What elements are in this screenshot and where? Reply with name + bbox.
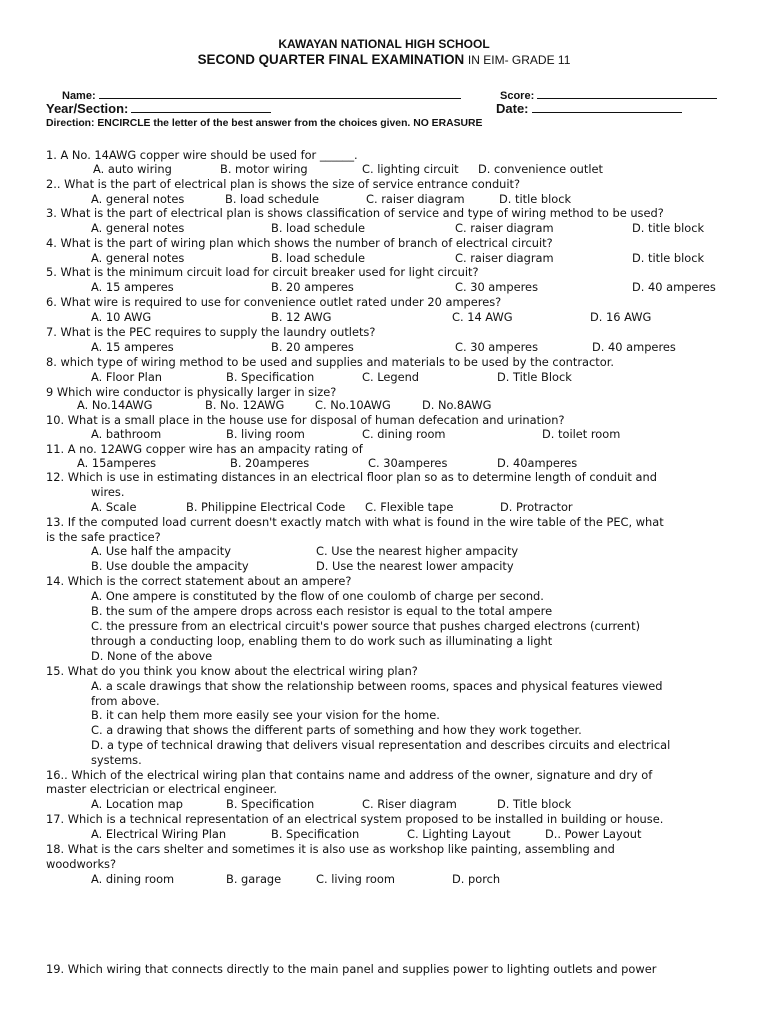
q2-choice-a[interactable]: A. general notes bbox=[91, 192, 185, 206]
q13-choice-b[interactable]: B. Use double the ampacity bbox=[91, 559, 249, 573]
exam-title bbox=[0, 53, 768, 67]
q9-choice-d[interactable]: D. No.8AWG bbox=[422, 398, 492, 412]
q8-choice-b[interactable]: B. Specification bbox=[226, 370, 315, 384]
score-label: Score: bbox=[500, 90, 535, 102]
q16-stem: 16.. Which of the electrical wiring plan that contains name and address of the owner, signature and dry of bbox=[46, 768, 653, 782]
q16-choice-b[interactable]: B. Specification bbox=[226, 797, 315, 811]
q4-choice-c[interactable]: C. raiser diagram bbox=[455, 251, 554, 265]
q1-choice-c[interactable]: C. lighting circuit bbox=[362, 162, 459, 176]
q6-choice-b[interactable]: B. 12 AWG bbox=[271, 310, 332, 324]
q16-choice-c[interactable]: C. Riser diagram bbox=[362, 797, 457, 811]
q3-stem: 3. What is the part of electrical plan is shows classification of service and type of wiring method to be used? bbox=[46, 206, 664, 220]
date-field bbox=[496, 101, 682, 116]
q13-stem: 13. If the computed load current doesn't exactly match with what is found in the wire table of the PEC, what bbox=[46, 515, 664, 529]
exam-title-main: SECOND QUARTER FINAL EXAMINATION bbox=[197, 52, 465, 67]
direction-text: Direction: ENCIRCLE the letter of the best answer from the choices given. NO ERASURE bbox=[46, 118, 483, 129]
q7-choice-b[interactable]: B. 20 amperes bbox=[271, 340, 354, 354]
q5-choice-b[interactable]: B. 20 amperes bbox=[271, 280, 354, 294]
q12-stem: 12. Which is use in estimating distances in an electrical floor plan so as to determine length of conduit and bbox=[46, 470, 657, 484]
q5-choice-a[interactable]: A. 15 amperes bbox=[91, 280, 174, 294]
q2-choice-c[interactable]: C. raiser diagram bbox=[366, 192, 465, 206]
q3-choice-a[interactable]: A. general notes bbox=[91, 221, 185, 235]
q18-choice-a[interactable]: A. dining room bbox=[91, 872, 175, 886]
q2-choice-d[interactable]: D. title block bbox=[499, 192, 572, 206]
q14-choice-a[interactable]: A. One ampere is constituted by the flow of one coulomb of charge per second. bbox=[91, 589, 544, 603]
q14-choice-b[interactable]: B. the sum of the ampere drops across each resistor is equal to the total ampere bbox=[91, 604, 553, 618]
q1-choice-b[interactable]: B. motor wiring bbox=[220, 162, 308, 176]
q15-choice-c[interactable]: C. a drawing that shows the different parts of something and how they work together. bbox=[91, 723, 582, 737]
q4-stem: 4. What is the part of wiring plan which shows the number of branch of electrical circuit? bbox=[46, 236, 553, 250]
q17-choice-b[interactable]: B. Specification bbox=[271, 827, 360, 841]
q18-choice-d[interactable]: D. porch bbox=[452, 872, 501, 886]
q17-stem: 17. Which is a technical representation of an electrical system proposed to be installed in building or house. bbox=[46, 812, 664, 826]
q11-choice-d[interactable]: D. 40amperes bbox=[497, 456, 578, 470]
q15-stem: 15. What do you think you know about the electrical wiring plan? bbox=[46, 664, 418, 678]
q5-choice-c[interactable]: C. 30 amperes bbox=[455, 280, 538, 294]
q18-choice-b[interactable]: B. garage bbox=[226, 872, 282, 886]
q7-choice-d[interactable]: D. 40 amperes bbox=[592, 340, 676, 354]
q12-stem-continued: wires. bbox=[91, 485, 125, 499]
q2-choice-b[interactable]: B. load schedule bbox=[225, 192, 320, 206]
q6-stem: 6. What wire is required to use for convenience outlet rated under 20 amperes? bbox=[46, 295, 502, 309]
q17-choice-d[interactable]: D.. Power Layout bbox=[545, 827, 642, 841]
q8-choice-d[interactable]: D. Title Block bbox=[497, 370, 572, 384]
q11-choice-a[interactable]: A. 15amperes bbox=[77, 456, 157, 470]
q18-choice-c[interactable]: C. living room bbox=[316, 872, 395, 886]
q12-choice-b[interactable]: B. Philippine Electrical Code bbox=[186, 500, 346, 514]
q6-choice-a[interactable]: A. 10 AWG bbox=[91, 310, 152, 324]
q6-choice-c[interactable]: C. 14 AWG bbox=[452, 310, 513, 324]
q7-choice-c[interactable]: C. 30 amperes bbox=[455, 340, 538, 354]
q3-choice-d[interactable]: D. title block bbox=[632, 221, 705, 235]
q8-stem: 8. which type of wiring method to be used and supplies and materials to be used by the contractor. bbox=[46, 355, 614, 369]
q15-choice-d-continued: systems. bbox=[91, 753, 142, 767]
q13-choice-a[interactable]: A. Use half the ampacity bbox=[91, 544, 231, 558]
q5-choice-d[interactable]: D. 40 amperes bbox=[632, 280, 716, 294]
date-blank[interactable] bbox=[532, 101, 682, 113]
q9-choice-a[interactable]: A. No.14AWG bbox=[77, 398, 153, 412]
q18-stem-continued: woodworks? bbox=[46, 857, 117, 871]
q17-choice-a[interactable]: A. Electrical Wiring Plan bbox=[91, 827, 227, 841]
q12-choice-c[interactable]: C. Flexible tape bbox=[365, 500, 454, 514]
q11-choice-b[interactable]: B. 20amperes bbox=[230, 456, 310, 470]
q10-choice-b[interactable]: B. living room bbox=[226, 427, 305, 441]
q15-choice-d[interactable]: D. a type of technical drawing that delivers visual representation and describes circuits and electrical bbox=[91, 738, 671, 752]
q2-stem: 2.. What is the part of electrical plan is shows the size of service entrance conduit? bbox=[46, 177, 521, 191]
q16-stem-continued: master electrician or electrical engineer. bbox=[46, 782, 277, 796]
yearsection-blank[interactable] bbox=[131, 101, 271, 113]
yearsection-label: Year/Section: bbox=[46, 101, 129, 116]
q4-choice-a[interactable]: A. general notes bbox=[91, 251, 185, 265]
q10-choice-c[interactable]: C. dining room bbox=[362, 427, 446, 441]
q5-stem: 5. What is the minimum circuit load for circuit breaker used for light circuit? bbox=[46, 265, 479, 279]
date-label: Date: bbox=[496, 101, 529, 116]
name-label: Name: bbox=[62, 90, 96, 102]
q10-stem: 10. What is a small place in the house use for disposal of human defecation and urination? bbox=[46, 413, 565, 427]
q10-choice-a[interactable]: A. bathroom bbox=[91, 427, 162, 441]
q8-choice-c[interactable]: C. Legend bbox=[362, 370, 420, 384]
q7-choice-a[interactable]: A. 15 amperes bbox=[91, 340, 174, 354]
q19-stem: 19. Which wiring that connects directly to the main panel and supplies power to lighting outlets and power bbox=[46, 962, 657, 976]
q12-choice-d[interactable]: D. Protractor bbox=[500, 500, 573, 514]
q14-choice-d[interactable]: D. None of the above bbox=[91, 649, 213, 663]
q7-stem: 7. What is the PEC requires to supply the laundry outlets? bbox=[46, 325, 376, 339]
q11-stem: 11. A no. 12AWG copper wire has an ampacity rating of bbox=[46, 442, 363, 456]
q9-stem: 9 Which wire conductor is physically larger in size? bbox=[46, 385, 337, 399]
name-blank[interactable] bbox=[99, 87, 461, 99]
score-blank[interactable] bbox=[537, 87, 717, 99]
q18-stem: 18. What is the cars shelter and sometimes it is also use as workshop like painting, assembling and bbox=[46, 842, 615, 856]
q15-choice-b[interactable]: B. it can help them more easily see your vision for the home. bbox=[91, 708, 440, 722]
q13-choice-d[interactable]: D. Use the nearest lower ampacity bbox=[316, 559, 514, 573]
q9-choice-c[interactable]: C. No.10AWG bbox=[315, 398, 391, 412]
yearsection-field bbox=[46, 101, 271, 116]
q16-choice-a[interactable]: A. Location map bbox=[91, 797, 183, 811]
q9-choice-b[interactable]: B. No. 12AWG bbox=[205, 398, 285, 412]
q11-choice-c[interactable]: C. 30amperes bbox=[368, 456, 448, 470]
school-name: KAWAYAN NATIONAL HIGH SCHOOL bbox=[278, 37, 490, 51]
q13-stem-continued: is the safe practice? bbox=[46, 530, 161, 544]
exam-title-sub: IN EIM- GRADE 11 bbox=[467, 53, 571, 67]
q1-choice-d[interactable]: D. convenience outlet bbox=[478, 162, 604, 176]
q4-choice-d[interactable]: D. title block bbox=[632, 251, 705, 265]
q1-choice-a[interactable]: A. auto wiring bbox=[93, 162, 172, 176]
q6-choice-d[interactable]: D. 16 AWG bbox=[590, 310, 652, 324]
q16-choice-d[interactable]: D. Title block bbox=[497, 797, 572, 811]
q15-choice-a-continued: from above. bbox=[91, 694, 160, 708]
q1-stem: 1. A No. 14AWG copper wire should be used for ______. bbox=[46, 148, 358, 162]
q13-choice-c[interactable]: C. Use the nearest higher ampacity bbox=[316, 544, 519, 558]
q10-choice-d[interactable]: D. toilet room bbox=[542, 427, 621, 441]
q3-choice-b[interactable]: B. load schedule bbox=[271, 221, 366, 235]
q8-choice-a[interactable]: A. Floor Plan bbox=[91, 370, 163, 384]
q15-choice-a[interactable]: A. a scale drawings that show the relationship between rooms, spaces and physical features viewed bbox=[91, 679, 663, 693]
q14-stem: 14. Which is the correct statement about an ampere? bbox=[46, 574, 352, 588]
q12-choice-a[interactable]: A. Scale bbox=[91, 500, 137, 514]
q4-choice-b[interactable]: B. load schedule bbox=[271, 251, 366, 265]
q14-choice-c-continued: through a conducting loop, enabling them to do work such as illuminating a light bbox=[91, 634, 553, 648]
q17-choice-c[interactable]: C. Lighting Layout bbox=[407, 827, 511, 841]
q14-choice-c[interactable]: C. the pressure from an electrical circuit's power source that pushes charged electrons (current) bbox=[91, 619, 641, 633]
q3-choice-c[interactable]: C. raiser diagram bbox=[455, 221, 554, 235]
